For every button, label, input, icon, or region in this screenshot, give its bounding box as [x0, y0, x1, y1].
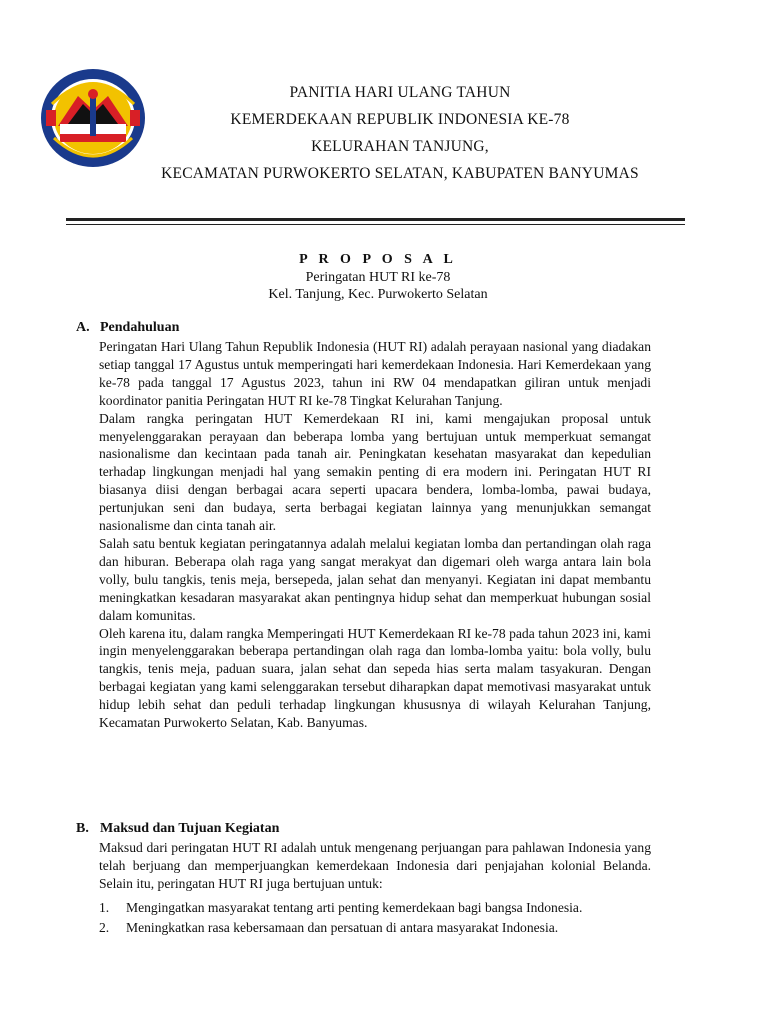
section-a-paragraph: Peringatan Hari Ulang Tahun Republik Indonesia (HUT RI) adalah perayaan nasional yang diadakan setiap tanggal 17 Agustus untuk memperingati hari kemerdekaan Indonesia. Hari Kemerdekaan yang ke-78 pada tanggal 17 Agustus 2023, tahun ini RW 04 mendapatkan giliran untuk menjadi koordinator panitia Peringatan HUT RI ke-78 Tingkat Kelurahan Tanjung.: [99, 339, 651, 408]
list-item: [99, 898, 659, 918]
list-item-text: Mengingatkan masyarakat tentang arti penting kemerdekaan bagi bangsa Indonesia.: [126, 900, 583, 915]
list-item-number: 1.: [99, 900, 110, 915]
list-item: [99, 918, 659, 938]
section-b-body: [99, 839, 651, 893]
section-b-paragraph: Maksud dari peringatan HUT RI adalah untuk mengenang perjuangan para pahlawan Indonesia yang telah berjuang dan memperjuangkan kemerdekaan Indonesia dari penjajahan kolonial Belanda. Selain itu, peringatan HUT RI juga bertujuan untuk:: [99, 840, 651, 891]
section-b-title: Maksud dan Tujuan Kegiatan: [100, 821, 280, 836]
list-item-number: 2.: [99, 919, 110, 935]
letterhead-line-4: KECAMATAN PURWOKERTO SELATAN, KABUPATEN BANYUMAS: [161, 165, 639, 182]
letterhead-line-1: PANITIA HARI ULANG TAHUN: [289, 84, 511, 101]
section-a-paragraph: Salah satu bentuk kegiatan peringatannya adalah melalui kegiatan lomba dan pertandingan olah raga dan hiburan. Beberapa olah raga yang sangat merakyat dan digemari oleh warga antara lain bola volly, bulu tangkis, tenis meja, bersepeda, jalan sehat dan menyanyi. Kegiatan ini dapat membantu meningkatkan kesadaran masyarakat akan pentingnya hidup sehat dan memperkuat hubungan sosial dalam komunitas.: [99, 535, 651, 623]
list-item-text: Meningkatkan rasa kebersamaan dan persatuan di antara masyarakat Indonesia.: [126, 919, 559, 935]
section-a-paragraph: Oleh karena itu, dalam rangka Memperingati HUT Kemerdekaan RI ke-78 pada tahun 2023 ini, kami ingin menyelenggarakan beberapa pertandingan olah raga dan lomba-lomba yaitu: bola volly, bulu tangkis, tenis meja, paduan suara, jalan sehat dan sepeda hias serta malam tasyakuran. Dengan berbagai kegiatan yang kami selenggarakan tersebut diharapkan dapat memotivasi masyarakat untuk hidup lebih sehat dan peduli terhadap lingkungan khususnya di wilayah Kelurahan Tanjung, Kecamatan Purwokerto Selatan, Kab. Banyumas.: [99, 625, 651, 731]
section-a-heading: [76, 320, 179, 336]
letterhead-line-2: KEMERDEKAAN REPUBLIK INDONESIA KE-78: [230, 111, 570, 128]
section-a-title: Pendahuluan: [100, 320, 180, 335]
document-subtitle-2: Kel. Tanjung, Kec. Purwokerto Selatan: [268, 287, 488, 302]
section-b-heading: [76, 821, 279, 837]
section-a-paragraph: Dalam rangka peringatan HUT Kemerdekaan RI ini, kami mengajukan proposal untuk menyelenggarakan perayaan dan beberapa lomba yang bertujuan untuk memperkuat semangat nasionalisme dan kecintaan pada tanah air. Peningkatan kesehatan masyarakat dan kepedulian terhadap lingkungan menjadi hal yang semakin penting di era modern ini. Peringatan HUT RI biasanya diisi dengan berbagai acara seperti upacara bendera, lomba-lomba, pawai budaya, pertunjukan seni dan budaya, serta berbagai kegiatan lainnya yang menunjukkan semangat nasionalisme dan cinta tanah air.: [99, 410, 651, 534]
letterhead-divider-thin: [66, 224, 685, 225]
section-b-list: [99, 898, 659, 937]
section-b-letter: B.: [76, 821, 89, 836]
section-a-letter: A.: [76, 320, 90, 335]
letterhead-line-3: KELURAHAN TANJUNG,: [311, 138, 489, 155]
document-subtitle-1: Peringatan HUT RI ke-78: [305, 270, 451, 285]
document-title: P R O P O S A L: [299, 252, 457, 267]
section-a-body: [99, 338, 651, 732]
letterhead-divider-thick: [66, 218, 685, 221]
